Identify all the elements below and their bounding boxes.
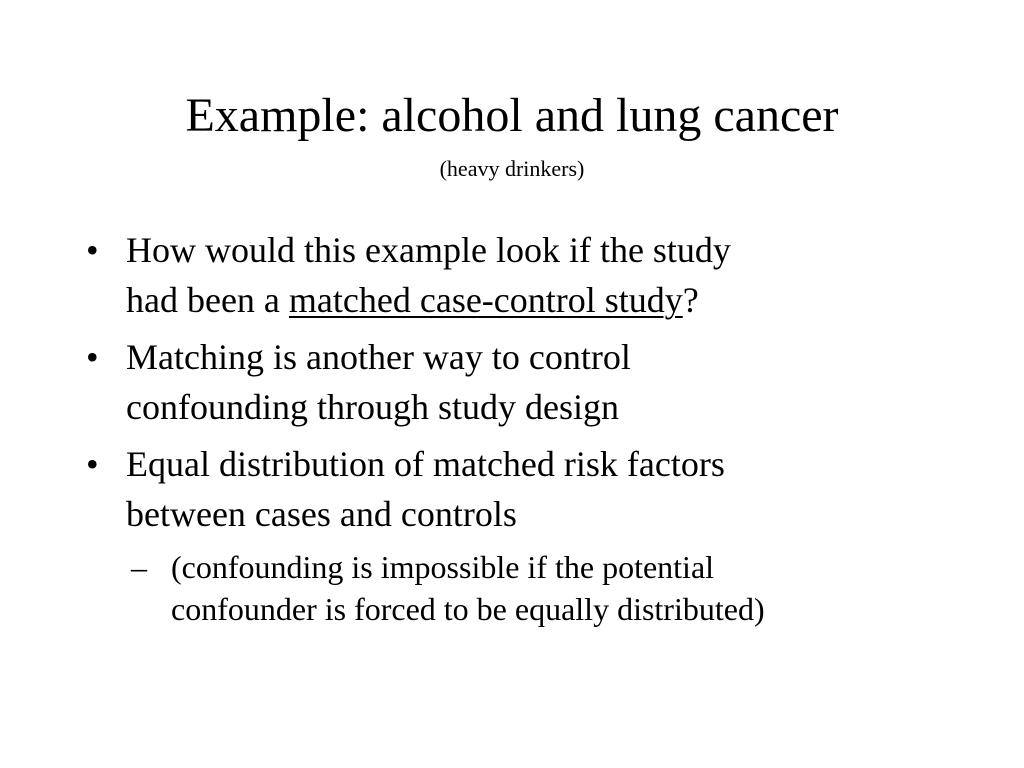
bullet-marker: • xyxy=(86,337,99,377)
slide-title: Example: alcohol and lung cancer xyxy=(185,89,839,142)
slide-subtitle: (heavy drinkers) xyxy=(439,156,585,181)
sub-bullet-line-1: (confounding is impossible if the potential xyxy=(171,549,715,585)
bullet-marker: • xyxy=(86,230,99,270)
bullet-item-3 xyxy=(0,439,1024,539)
sub-bullet-item xyxy=(0,546,1024,630)
sub-bullet-line-2: confounder is forced to be equally distributed) xyxy=(171,591,765,627)
bullet-1-line-2-prefix: had been a xyxy=(126,280,289,320)
bullet-2-line-2: confounding through study design xyxy=(126,387,619,427)
bullet-3-line-2: between cases and controls xyxy=(126,494,517,534)
bullet-item-1 xyxy=(0,225,1024,325)
bullet-item-2 xyxy=(0,332,1024,432)
sub-bullet-marker: – xyxy=(131,549,147,585)
matched-case-control-underlined-text: matched case-control study xyxy=(288,280,683,320)
bullet-1-line-2-suffix: ? xyxy=(682,280,699,320)
bullet-marker: • xyxy=(86,444,99,484)
bullet-1-line-1: How would this example look if the study xyxy=(126,230,731,270)
bullet-3-line-1: Equal distribution of matched risk factors xyxy=(126,444,725,484)
bullet-2-line-1: Matching is another way to control xyxy=(126,337,631,377)
bullet-list xyxy=(0,225,1024,630)
